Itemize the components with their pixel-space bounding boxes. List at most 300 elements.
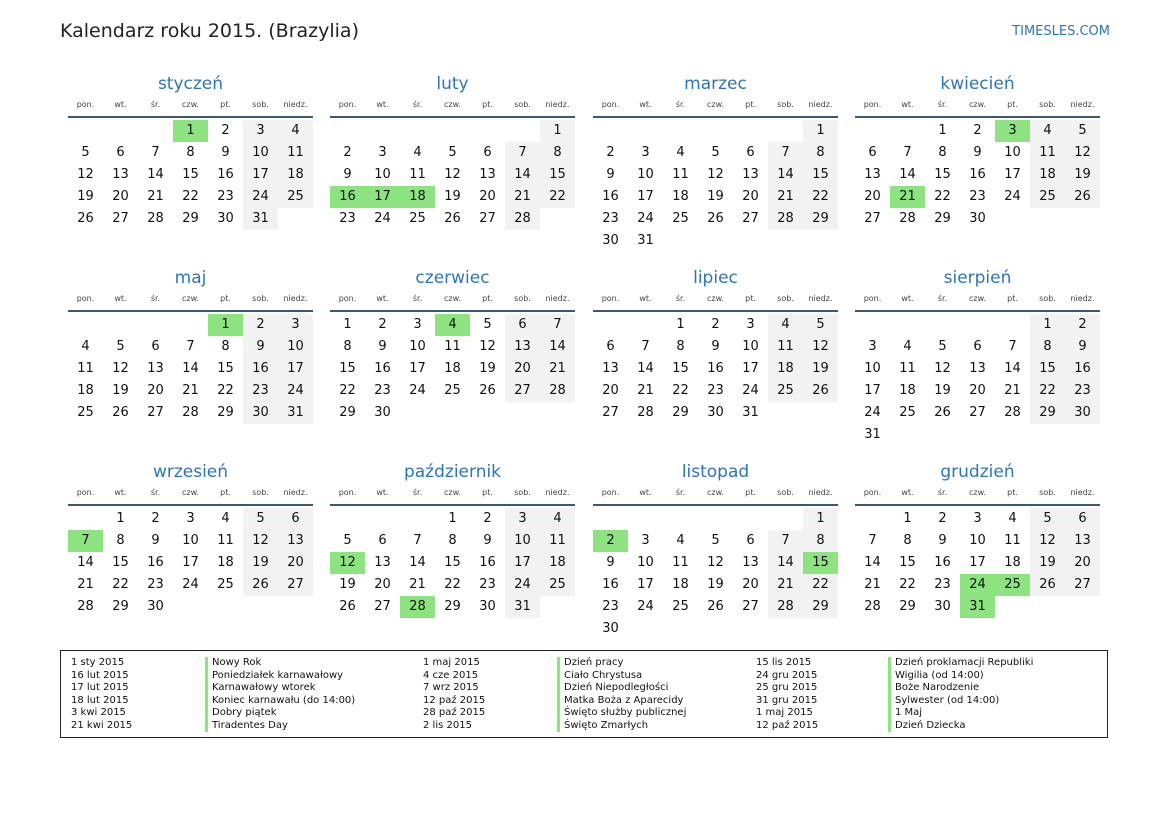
day-cell: 18 — [278, 164, 313, 186]
weekday-label: wt. — [901, 488, 914, 497]
weekday-label: niedz. — [808, 488, 833, 497]
day-cell: 14 — [409, 555, 426, 570]
day-cell: 5 — [343, 533, 352, 548]
day-cell: 9 — [151, 533, 160, 548]
weekday-label: pon. — [338, 488, 357, 497]
month-name: grudzień — [940, 462, 1015, 482]
day-cell: 28 — [147, 211, 164, 226]
day-cell: 29 — [934, 211, 951, 226]
day-cell: 8 — [676, 339, 685, 354]
day-cell: 1 — [676, 317, 685, 332]
weekday-header — [68, 96, 313, 113]
day-cell: 8 — [803, 530, 838, 552]
day-cell: 29 — [672, 405, 689, 420]
day-cell: 27 — [864, 211, 881, 226]
empty-cell — [103, 120, 138, 142]
holiday-names-col3 — [888, 657, 1033, 732]
day-cell: 6 — [973, 339, 982, 354]
weekday-label: niedz. — [1070, 294, 1095, 303]
day-cell: 22 — [540, 186, 575, 208]
day-cell: 5 — [711, 533, 720, 548]
day-cell: 31 — [243, 208, 278, 230]
day-cell: 19 — [112, 383, 129, 398]
empty-cell — [628, 508, 663, 530]
day-cell: 8 — [540, 142, 575, 164]
weekday-label: pon. — [601, 488, 620, 497]
day-cell: 16 — [479, 555, 496, 570]
day-cell: 26 — [1030, 574, 1065, 596]
day-cell: 26 — [243, 574, 278, 596]
empty-cell — [855, 120, 890, 142]
day-cell: 21 — [409, 577, 426, 592]
weekday-label: czw. — [969, 294, 986, 303]
day-cell: 31 — [864, 427, 881, 442]
weekday-label: śr. — [150, 100, 161, 109]
day-cell: 9 — [1065, 336, 1100, 358]
weekday-label: czw. — [707, 294, 724, 303]
day-cell: 30 — [602, 621, 619, 636]
day-cell: 5 — [1065, 120, 1100, 142]
weekday-header — [330, 96, 575, 113]
holiday-dates-col3 — [756, 657, 818, 732]
day-cell: 3 — [278, 314, 313, 336]
day-cell: 4 — [221, 511, 230, 526]
weekday-label: wt. — [639, 488, 652, 497]
day-cell: 14 — [864, 555, 881, 570]
day-cell: 28 — [768, 596, 803, 618]
day-cell: 11 — [444, 339, 461, 354]
day-cell: 18 — [768, 358, 803, 380]
empty-cell — [663, 508, 698, 530]
empty-cell — [400, 120, 435, 142]
day-cell: 19 — [934, 383, 951, 398]
month-name: maj — [174, 268, 207, 288]
weekday-label: czw. — [969, 100, 986, 109]
day-cell: 30 — [969, 211, 986, 226]
day-cell: 4 — [540, 508, 575, 530]
site-link[interactable]: TIMESLES.COM — [1012, 24, 1110, 39]
weekday-label: wt. — [114, 488, 127, 497]
day-grid — [330, 314, 575, 424]
day-cell: 6 — [378, 533, 387, 548]
day-cell: 21 — [1004, 383, 1021, 398]
weekday-label: śr. — [412, 294, 423, 303]
holiday-name: Wigilia (od 14:00) — [888, 670, 1033, 683]
day-cell: 10 — [969, 533, 986, 548]
day-cell: 23 — [339, 211, 356, 226]
day-cell: 6 — [606, 339, 615, 354]
holiday-name: Poniedziałek karnawałowy — [205, 670, 355, 683]
day-cell: 11 — [217, 533, 234, 548]
day-cell: 30 — [934, 599, 951, 614]
holiday-date: 21 kwi 2015 — [71, 719, 133, 731]
empty-cell — [698, 120, 733, 142]
weekday-label: czw. — [182, 100, 199, 109]
header-rule — [330, 310, 575, 312]
day-cell: 8 — [343, 339, 352, 354]
day-cell: 18 — [1004, 555, 1021, 570]
holiday-names-col2 — [557, 657, 686, 732]
holiday-date: 1 maj 2015 — [756, 707, 813, 718]
weekday-label: wt. — [639, 294, 652, 303]
day-cell: 2 — [1065, 314, 1100, 336]
empty-cell — [138, 314, 173, 336]
day-cell: 24 — [374, 211, 391, 226]
empty-cell — [173, 314, 208, 336]
day-cell: 10 — [182, 533, 199, 548]
day-cell: 31 — [505, 596, 540, 618]
day-cell: 7 — [505, 142, 540, 164]
weekday-header — [330, 290, 575, 307]
day-cell: 10 — [243, 142, 278, 164]
holiday-date: 31 gru 2015 — [756, 694, 818, 706]
day-cell: 16 — [707, 361, 724, 376]
day-cell: 28 — [899, 211, 916, 226]
day-cell: 13 — [147, 361, 164, 376]
empty-cell — [330, 120, 365, 142]
weekday-label: śr. — [937, 294, 948, 303]
weekday-label: niedz. — [283, 488, 308, 497]
empty-cell — [890, 120, 925, 142]
weekday-header — [855, 290, 1100, 307]
day-cell: 16 — [1065, 358, 1100, 380]
day-cell: 1 — [1030, 314, 1065, 336]
holiday-date: 15 lis 2015 — [756, 657, 812, 668]
month-name: marzec — [684, 74, 747, 94]
weekday-label: czw. — [444, 100, 461, 109]
day-cell: 7 — [151, 145, 160, 160]
day-cell: 12 — [934, 361, 951, 376]
day-cell: 27 — [374, 599, 391, 614]
holiday-date: 18 lut 2015 — [71, 694, 129, 706]
weekday-label: czw. — [444, 294, 461, 303]
month-block — [855, 460, 1100, 618]
weekday-label: wt. — [114, 294, 127, 303]
holiday-day-cell: 7 — [68, 530, 103, 552]
day-cell: 28 — [182, 405, 199, 420]
empty-cell — [138, 120, 173, 142]
day-cell: 6 — [1065, 508, 1100, 530]
day-cell: 2 — [483, 511, 492, 526]
day-cell: 27 — [1065, 574, 1100, 596]
day-cell: 23 — [602, 599, 619, 614]
month-name: styczeń — [157, 74, 224, 94]
empty-cell — [365, 120, 400, 142]
day-cell: 25 — [217, 577, 234, 592]
day-cell: 23 — [479, 577, 496, 592]
header-rule — [68, 504, 313, 506]
empty-cell — [960, 314, 995, 336]
day-cell: 6 — [746, 145, 755, 160]
empty-cell — [768, 120, 803, 142]
day-cell: 3 — [413, 317, 422, 332]
day-cell: 14 — [768, 552, 803, 574]
day-cell: 10 — [864, 361, 881, 376]
day-cell: 26 — [444, 211, 461, 226]
holiday-name: Karnawałowy wtorek — [205, 682, 355, 695]
day-cell: 10 — [374, 167, 391, 182]
day-cell: 28 — [864, 599, 881, 614]
day-cell: 19 — [1065, 164, 1100, 186]
holiday-names-col1 — [205, 657, 355, 732]
day-cell: 19 — [444, 189, 461, 204]
day-cell: 13 — [374, 555, 391, 570]
empty-cell — [698, 508, 733, 530]
day-cell: 15 — [672, 361, 689, 376]
header-rule — [330, 504, 575, 506]
day-cell: 8 — [938, 145, 947, 160]
day-cell: 20 — [1065, 552, 1100, 574]
weekday-label: niedz. — [808, 100, 833, 109]
day-cell: 25 — [278, 186, 313, 208]
day-cell: 8 — [186, 145, 195, 160]
day-cell: 20 — [602, 383, 619, 398]
day-cell: 6 — [868, 145, 877, 160]
holiday-name: Święto służby publicznej — [557, 707, 686, 720]
day-cell: 9 — [606, 555, 615, 570]
day-cell: 18 — [77, 383, 94, 398]
day-cell: 4 — [1008, 511, 1017, 526]
weekday-label: pon. — [338, 100, 357, 109]
month-block — [68, 266, 313, 424]
day-cell: 25 — [672, 211, 689, 226]
day-cell: 17 — [409, 361, 426, 376]
day-cell: 5 — [483, 317, 492, 332]
day-cell: 24 — [1004, 189, 1021, 204]
weekday-label: pt. — [482, 488, 493, 497]
day-cell: 13 — [969, 361, 986, 376]
day-cell: 29 — [217, 405, 234, 420]
weekday-header — [593, 290, 838, 307]
day-cell: 8 — [1030, 336, 1065, 358]
day-cell: 1 — [343, 317, 352, 332]
day-cell: 1 — [116, 511, 125, 526]
holiday-name: Tiradentes Day — [205, 720, 355, 733]
day-cell: 24 — [864, 405, 881, 420]
page-title: Kalendarz roku 2015. (Brazylia) — [60, 20, 359, 42]
empty-cell — [925, 314, 960, 336]
day-cell: 21 — [77, 577, 94, 592]
day-cell: 25 — [899, 405, 916, 420]
day-cell: 17 — [637, 577, 654, 592]
day-cell: 18 — [444, 361, 461, 376]
weekday-label: śr. — [412, 100, 423, 109]
day-cell: 26 — [707, 211, 724, 226]
day-cell: 27 — [742, 211, 759, 226]
day-cell: 23 — [217, 189, 234, 204]
day-cell: 12 — [243, 530, 278, 552]
empty-cell — [103, 314, 138, 336]
day-cell: 9 — [938, 533, 947, 548]
day-cell: 10 — [278, 336, 313, 358]
day-cell: 20 — [112, 189, 129, 204]
day-cell: 28 — [637, 405, 654, 420]
day-cell: 4 — [278, 120, 313, 142]
weekday-label: pon. — [863, 294, 882, 303]
weekday-label: pt. — [220, 488, 231, 497]
day-cell: 22 — [112, 577, 129, 592]
day-cell: 4 — [903, 339, 912, 354]
weekday-label: pt. — [1007, 100, 1018, 109]
holiday-date: 12 paź 2015 — [423, 694, 486, 706]
day-cell: 10 — [742, 339, 759, 354]
day-cell: 24 — [742, 383, 759, 398]
day-cell: 15 — [182, 167, 199, 182]
day-cell: 26 — [707, 599, 724, 614]
weekday-label: pt. — [745, 294, 756, 303]
weekday-label: niedz. — [545, 100, 570, 109]
empty-cell — [593, 508, 628, 530]
day-cell: 30 — [243, 402, 278, 424]
day-cell: 25 — [77, 405, 94, 420]
holiday-day-cell: 21 — [890, 186, 925, 208]
day-cell: 6 — [483, 145, 492, 160]
weekday-label: pt. — [1007, 294, 1018, 303]
day-cell: 3 — [186, 511, 195, 526]
day-cell: 11 — [768, 336, 803, 358]
weekday-label: śr. — [150, 294, 161, 303]
weekday-label: pon. — [601, 100, 620, 109]
day-cell: 22 — [1030, 380, 1065, 402]
day-cell: 3 — [746, 317, 755, 332]
empty-cell — [435, 120, 470, 142]
weekday-label: śr. — [937, 100, 948, 109]
day-cell: 20 — [969, 383, 986, 398]
months-grid — [68, 72, 1101, 652]
day-cell: 21 — [182, 383, 199, 398]
weekday-label: śr. — [675, 100, 686, 109]
day-cell: 5 — [116, 339, 125, 354]
day-cell: 3 — [641, 145, 650, 160]
day-grid — [855, 314, 1100, 446]
day-cell: 7 — [186, 339, 195, 354]
weekday-label: czw. — [707, 488, 724, 497]
day-cell: 22 — [803, 574, 838, 596]
weekday-label: niedz. — [1070, 488, 1095, 497]
day-cell: 17 — [742, 361, 759, 376]
day-cell: 3 — [243, 120, 278, 142]
day-cell: 19 — [803, 358, 838, 380]
empty-cell — [855, 314, 890, 336]
day-cell: 1 — [903, 511, 912, 526]
day-cell: 4 — [81, 339, 90, 354]
month-block — [330, 72, 575, 230]
weekday-label: pt. — [220, 100, 231, 109]
day-cell: 13 — [602, 361, 619, 376]
day-cell: 12 — [803, 336, 838, 358]
day-cell: 2 — [151, 511, 160, 526]
day-cell: 11 — [1030, 142, 1065, 164]
holiday-date: 2 lis 2015 — [423, 719, 472, 731]
day-cell: 3 — [973, 511, 982, 526]
weekday-label: pt. — [745, 488, 756, 497]
day-cell: 13 — [1065, 530, 1100, 552]
empty-cell — [855, 508, 890, 530]
holiday-day-cell: 1 — [173, 120, 208, 142]
day-cell: 7 — [903, 145, 912, 160]
holiday-day-cell: 12 — [330, 552, 365, 574]
holiday-name: Dzień Niepodległości — [557, 682, 686, 695]
holiday-date: 12 paź 2015 — [756, 719, 819, 731]
day-cell: 22 — [444, 577, 461, 592]
holiday-name: Dzień pracy — [557, 657, 686, 670]
day-cell: 27 — [147, 405, 164, 420]
weekday-label: czw. — [969, 488, 986, 497]
day-cell: 17 — [505, 552, 540, 574]
weekday-label: sob. — [514, 488, 531, 497]
weekday-label: czw. — [182, 294, 199, 303]
header-rule — [68, 116, 313, 118]
day-cell: 14 — [540, 336, 575, 358]
day-cell: 2 — [711, 317, 720, 332]
weekday-label: sob. — [252, 294, 269, 303]
holiday-day-cell: 24 — [960, 574, 995, 596]
day-cell: 25 — [444, 383, 461, 398]
weekday-label: sob. — [1039, 488, 1056, 497]
empty-cell — [663, 120, 698, 142]
day-cell: 27 — [969, 405, 986, 420]
weekday-label: wt. — [376, 488, 389, 497]
holiday-day-cell: 4 — [435, 314, 470, 336]
day-cell: 28 — [768, 208, 803, 230]
day-cell: 19 — [243, 552, 278, 574]
empty-cell — [470, 120, 505, 142]
holiday-name: Ciało Chrystusa — [557, 670, 686, 683]
day-cell: 12 — [707, 167, 724, 182]
day-cell: 18 — [540, 552, 575, 574]
day-cell: 22 — [934, 189, 951, 204]
month-name: czerwiec — [415, 268, 490, 288]
day-cell: 12 — [707, 555, 724, 570]
weekday-label: sob. — [252, 488, 269, 497]
weekday-label: pon. — [76, 294, 95, 303]
day-cell: 30 — [147, 599, 164, 614]
day-cell: 20 — [742, 189, 759, 204]
holiday-name: Nowy Rok — [205, 657, 355, 670]
day-cell: 21 — [768, 574, 803, 596]
day-grid — [593, 120, 838, 252]
day-cell: 10 — [637, 167, 654, 182]
day-cell: 13 — [505, 336, 540, 358]
empty-cell — [733, 508, 768, 530]
day-cell: 1 — [803, 508, 838, 530]
day-cell: 16 — [969, 167, 986, 182]
day-cell: 11 — [278, 142, 313, 164]
day-cell: 13 — [278, 530, 313, 552]
empty-cell — [768, 508, 803, 530]
weekday-label: niedz. — [283, 294, 308, 303]
holiday-name: Matka Boża z Aparecidy — [557, 695, 686, 708]
day-cell: 24 — [637, 599, 654, 614]
holiday-name: Dzień Dziecka — [888, 720, 1033, 733]
day-cell: 20 — [479, 189, 496, 204]
header-rule — [593, 116, 838, 118]
day-cell: 16 — [217, 167, 234, 182]
month-name: lipiec — [693, 268, 738, 288]
day-cell: 22 — [899, 577, 916, 592]
holiday-date: 28 paź 2015 — [423, 707, 486, 718]
day-cell: 14 — [505, 164, 540, 186]
holiday-date: 25 gru 2015 — [756, 682, 818, 693]
weekday-label: czw. — [707, 100, 724, 109]
weekday-label: pt. — [745, 100, 756, 109]
day-cell: 4 — [676, 533, 685, 548]
day-cell: 23 — [934, 577, 951, 592]
holiday-date: 1 maj 2015 — [423, 657, 480, 668]
weekday-label: wt. — [114, 100, 127, 109]
day-cell: 13 — [742, 167, 759, 182]
day-cell: 9 — [973, 145, 982, 160]
